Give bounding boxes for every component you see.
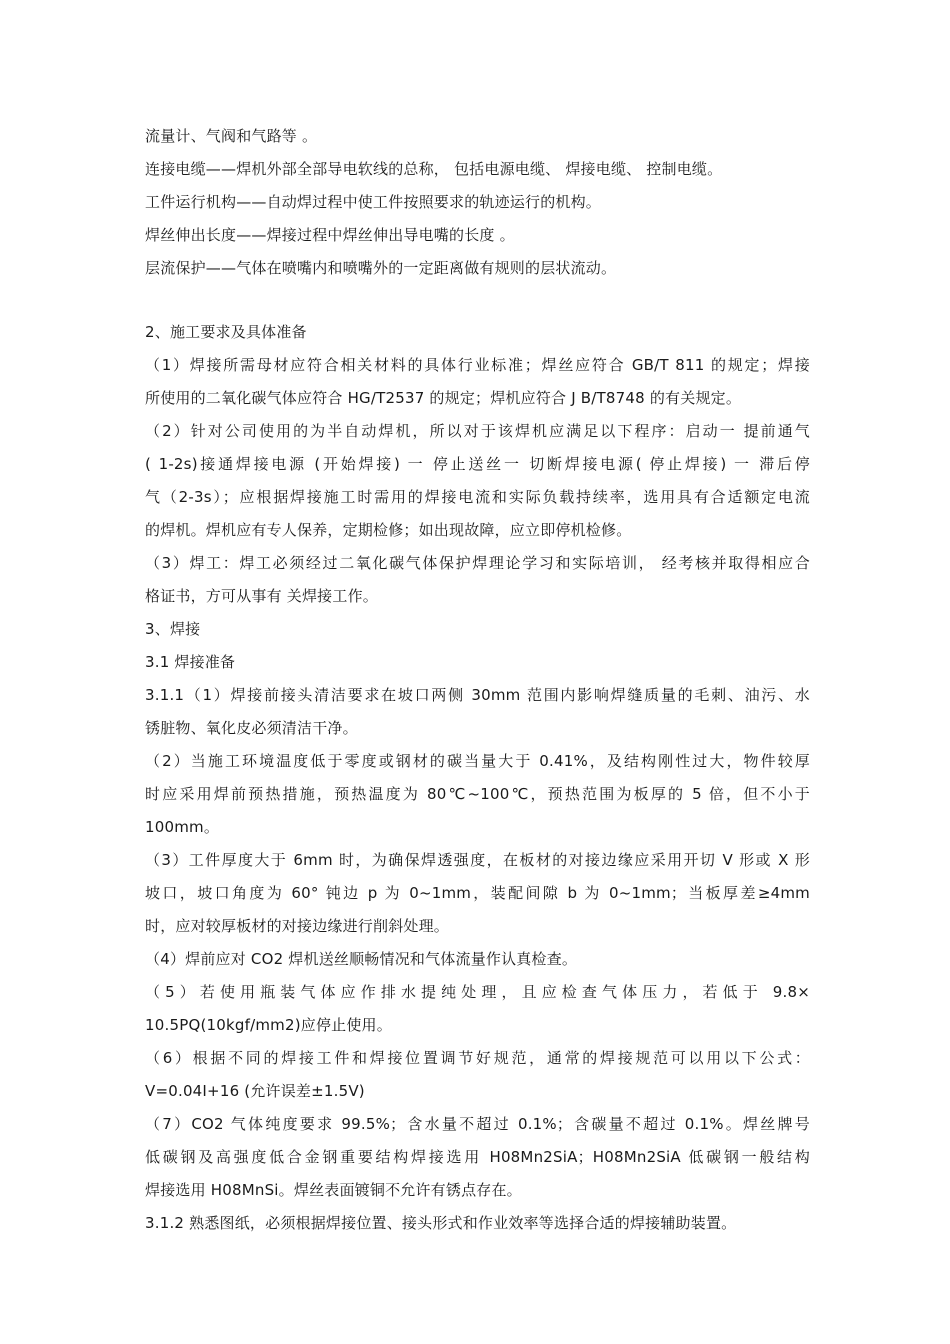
paragraph-line: 气（2-3s）；应根据焊接施工时需用的焊接电流和实际负载持续率，选用具有合适额定电流 [145,488,810,506]
section-heading: 2、施工要求及具体准备 [145,323,307,341]
paragraph [145,976,810,1042]
definition-line: 连接电缆——焊机外部全部导电软线的总称， 包括电源电缆、 焊接电缆、 控制电缆。 [145,160,723,178]
formula-line: V=0.04I+16 (允许误差±1.5V) [145,1082,365,1100]
paragraph [145,943,810,976]
section-heading: 3、焊接 [145,620,201,638]
paragraph [145,844,810,943]
paragraph-line: 3.1.2 熟悉图纸，必须根据焊接位置、接头形式和作业效率等选择合适的焊接辅助装置。 [145,1214,737,1232]
blank-line [145,285,810,316]
paragraph-line: （5）若使用瓶装气体应作排水提纯处理，且应检查气体压力，若低于 9.8× [145,983,810,1001]
paragraph-line: 所使用的二氧化碳气体应符合 HG/T2537 的规定；焊机应符合 J B/T8748 的有关规定。 [145,389,742,407]
paragraph-line: ( 1-2s)接通焊接电源 (开始焊接) 一 停止送丝一 切断焊接电源( 停止焊接) 一 滞后停 [145,455,810,473]
document-body [145,120,810,1240]
paragraph [145,349,810,415]
paragraph-line: 坡口，坡口角度为 60° 钝边 p 为 0~1mm，装配间隙 b 为 0~1mm；当板厚差≥4mm [145,884,810,902]
paragraph [145,679,810,745]
definition-line: 流量计、气阀和气路等 。 [145,127,318,145]
paragraph-line: 的焊机。焊机应有专人保养，定期检修；如出现故障，应立即停机检修。 [145,521,632,539]
paragraph-line: （4）焊前应对 CO2 焊机送丝顺畅情况和气体流量作认真检查。 [145,950,578,968]
paragraph-line: （2）针对公司使用的为半自动焊机，所以对于该焊机应满足以下程序：启动一 提前通气 [145,422,810,440]
paragraph-line: 锈脏物、氧化皮必须清洁干净。 [145,719,358,737]
paragraph [145,745,810,844]
definitions-block [145,120,810,285]
subsection-heading: 3.1 焊接准备 [145,653,236,671]
paragraph-line: 格证书，方可从事有 关焊接工作。 [145,587,378,605]
definition-line: 层流保护——气体在喷嘴内和喷嘴外的一定距离做有规则的层状流动。 [145,259,617,277]
paragraph-line: 3.1.1（1）焊接前接头清洁要求在坡口两侧 30mm 范围内影响焊缝质量的毛刺、油污、水 [145,686,810,704]
paragraph-line: （3）焊工：焊工必须经过二氧化碳气体保护焊理论学习和实际培训， 经考核并取得相应合 [145,554,810,572]
paragraph-line: （6）根据不同的焊接工件和焊接位置调节好规范，通常的焊接规范可以用以下公式： [145,1049,810,1067]
paragraph-line: 时，应对较厚板材的对接边缘进行削斜处理。 [145,917,450,935]
paragraph [145,1042,810,1108]
paragraph-line: 时应采用焊前预热措施，预热温度为 80℃~100℃，预热范围为板厚的 5 倍，但不小于 [145,785,810,803]
paragraph-line: （2）当施工环境温度低于零度或钢材的碳当量大于 0.41%，及结构刚性过大，物件较厚 [145,752,810,770]
paragraph [145,547,810,613]
paragraph [145,1207,810,1240]
paragraph [145,1108,810,1207]
paragraph-line: 低碳钢及高强度低合金钢重要结构焊接选用 H08Mn2SiA；H08Mn2SiA 低碳钢一般结构 [145,1148,810,1166]
definition-line: 工件运行机构——自动焊过程中使工件按照要求的轨迹运行的机构。 [145,193,602,211]
paragraph [145,415,810,547]
paragraph-line: （3）工件厚度大于 6mm 时，为确保焊透强度，在板材的对接边缘应采用开切 V 形或 X 形 [145,851,810,869]
paragraph-line: 10.5PQ(10kgf/mm2)应停止使用。 [145,1016,392,1034]
definition-line: 焊丝伸出长度——焊接过程中焊丝伸出导电嘴的长度 。 [145,226,515,244]
paragraph-line: 焊接选用 H08MnSi。焊丝表面镀铜不允许有锈点存在。 [145,1181,522,1199]
paragraph-line: （7）CO2 气体纯度要求 99.5%；含水量不超过 0.1%；含碳量不超过 0.1%。焊丝牌号 [145,1115,810,1133]
paragraph-line: （1）焊接所需母材应符合相关材料的具体行业标准；焊丝应符合 GB/T 811 的规定；焊接 [145,356,810,374]
paragraph-line: 100mm。 [145,818,220,836]
